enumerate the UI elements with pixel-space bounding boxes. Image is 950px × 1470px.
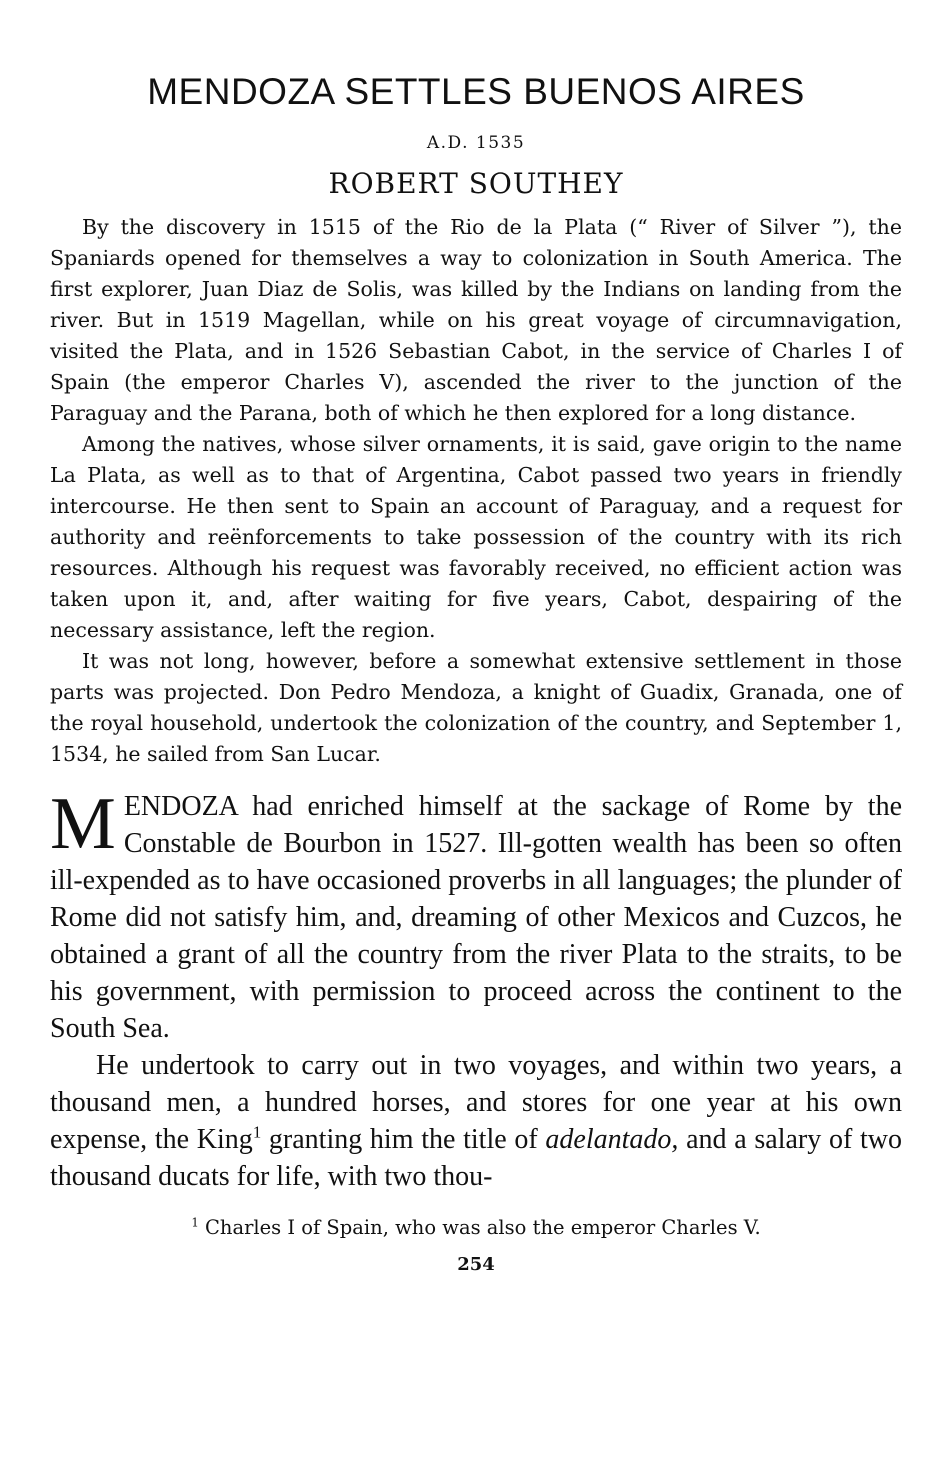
chapter-date: A.D. 1535	[426, 133, 526, 153]
italic-term: adelantado,	[545, 1124, 679, 1155]
page-number: 254	[457, 1254, 495, 1275]
intro-paragraph: By the discovery in 1515 of the Rio de la Plata (“ River of Silver ”), the Spaniards opened for themselves a way to colonization in South America. The first explorer, Juan Diaz de Solis, was killed by the Indians on landing from the river. But in 1519 Magellan, while on his great voyage of circumnavigation, visited the Plata, and in 1526 Sebastian Cabot, in the service of Charles I of Spain (the emperor Charles V), ascended the river to the junction of the Paraguay and the Parana, both of which he then explored for a long distance.	[50, 215, 902, 425]
chapter-author: ROBERT SOUTHEY	[328, 167, 624, 200]
body-text-segment: He undertook to carry out in two voyages, and within two years, a thousand men, a hundred horses, and stores for one year at his own expense, the King	[50, 1050, 902, 1155]
footnote-marker: 1	[191, 1215, 199, 1230]
body-paragraph-text: ENDOZA had enriched himself at the sackage of Rome by the Constable de Bourbon in 1527. Ill-gotten wealth has been so often ill-expended as to have occasioned proverbs in all languages; the plunder of Rome did not satisfy him, and, dreaming of other Mexicos and Cuzcos, he obtained a grant of all the country from the river Plata to the straits, to be his government, with permission to proceed across the continent to the South Sea.	[50, 791, 902, 1044]
main-text	[50, 783, 902, 1195]
introduction	[50, 212, 902, 770]
footnote-reference: 1	[252, 1122, 262, 1142]
intro-paragraph: Among the natives, whose silver ornaments, it is said, gave origin to the name La Plata, as well as to that of Argentina, Cabot passed two years in friendly intercourse. He then sent to Spain an account of Paraguay, and a request for authority and reënforcements to take possession of the country with its rich resources. Although his request was favorably received, no efficient action was taken upon it, and, after waiting for five years, Cabot, despairing of the necessary assistance, left the region.	[50, 432, 902, 642]
body-paragraph	[50, 783, 902, 1047]
body-text-segment: granting him the title of	[261, 1124, 546, 1155]
body-text-segment: and a salary of two thousand ducats for life, with two thou-	[50, 1124, 902, 1192]
body-paragraph	[50, 1047, 902, 1195]
intro-paragraph: It was not long, however, before a somewhat extensive settlement in those parts was projected. Don Pedro Mendoza, a knight of Guadix, Granada, one of the royal household, undertook the colonization of the country, and September 1, 1534, he sailed from San Lucar.	[50, 649, 902, 766]
footnote	[50, 1215, 902, 1241]
footnote-text: Charles I of Spain, who was also the emperor Charles V.	[198, 1216, 761, 1239]
book-page	[50, 30, 902, 1277]
drop-cap: M	[50, 783, 116, 865]
chapter-title: MENDOZA SETTLES BUENOS AIRES	[147, 71, 805, 112]
